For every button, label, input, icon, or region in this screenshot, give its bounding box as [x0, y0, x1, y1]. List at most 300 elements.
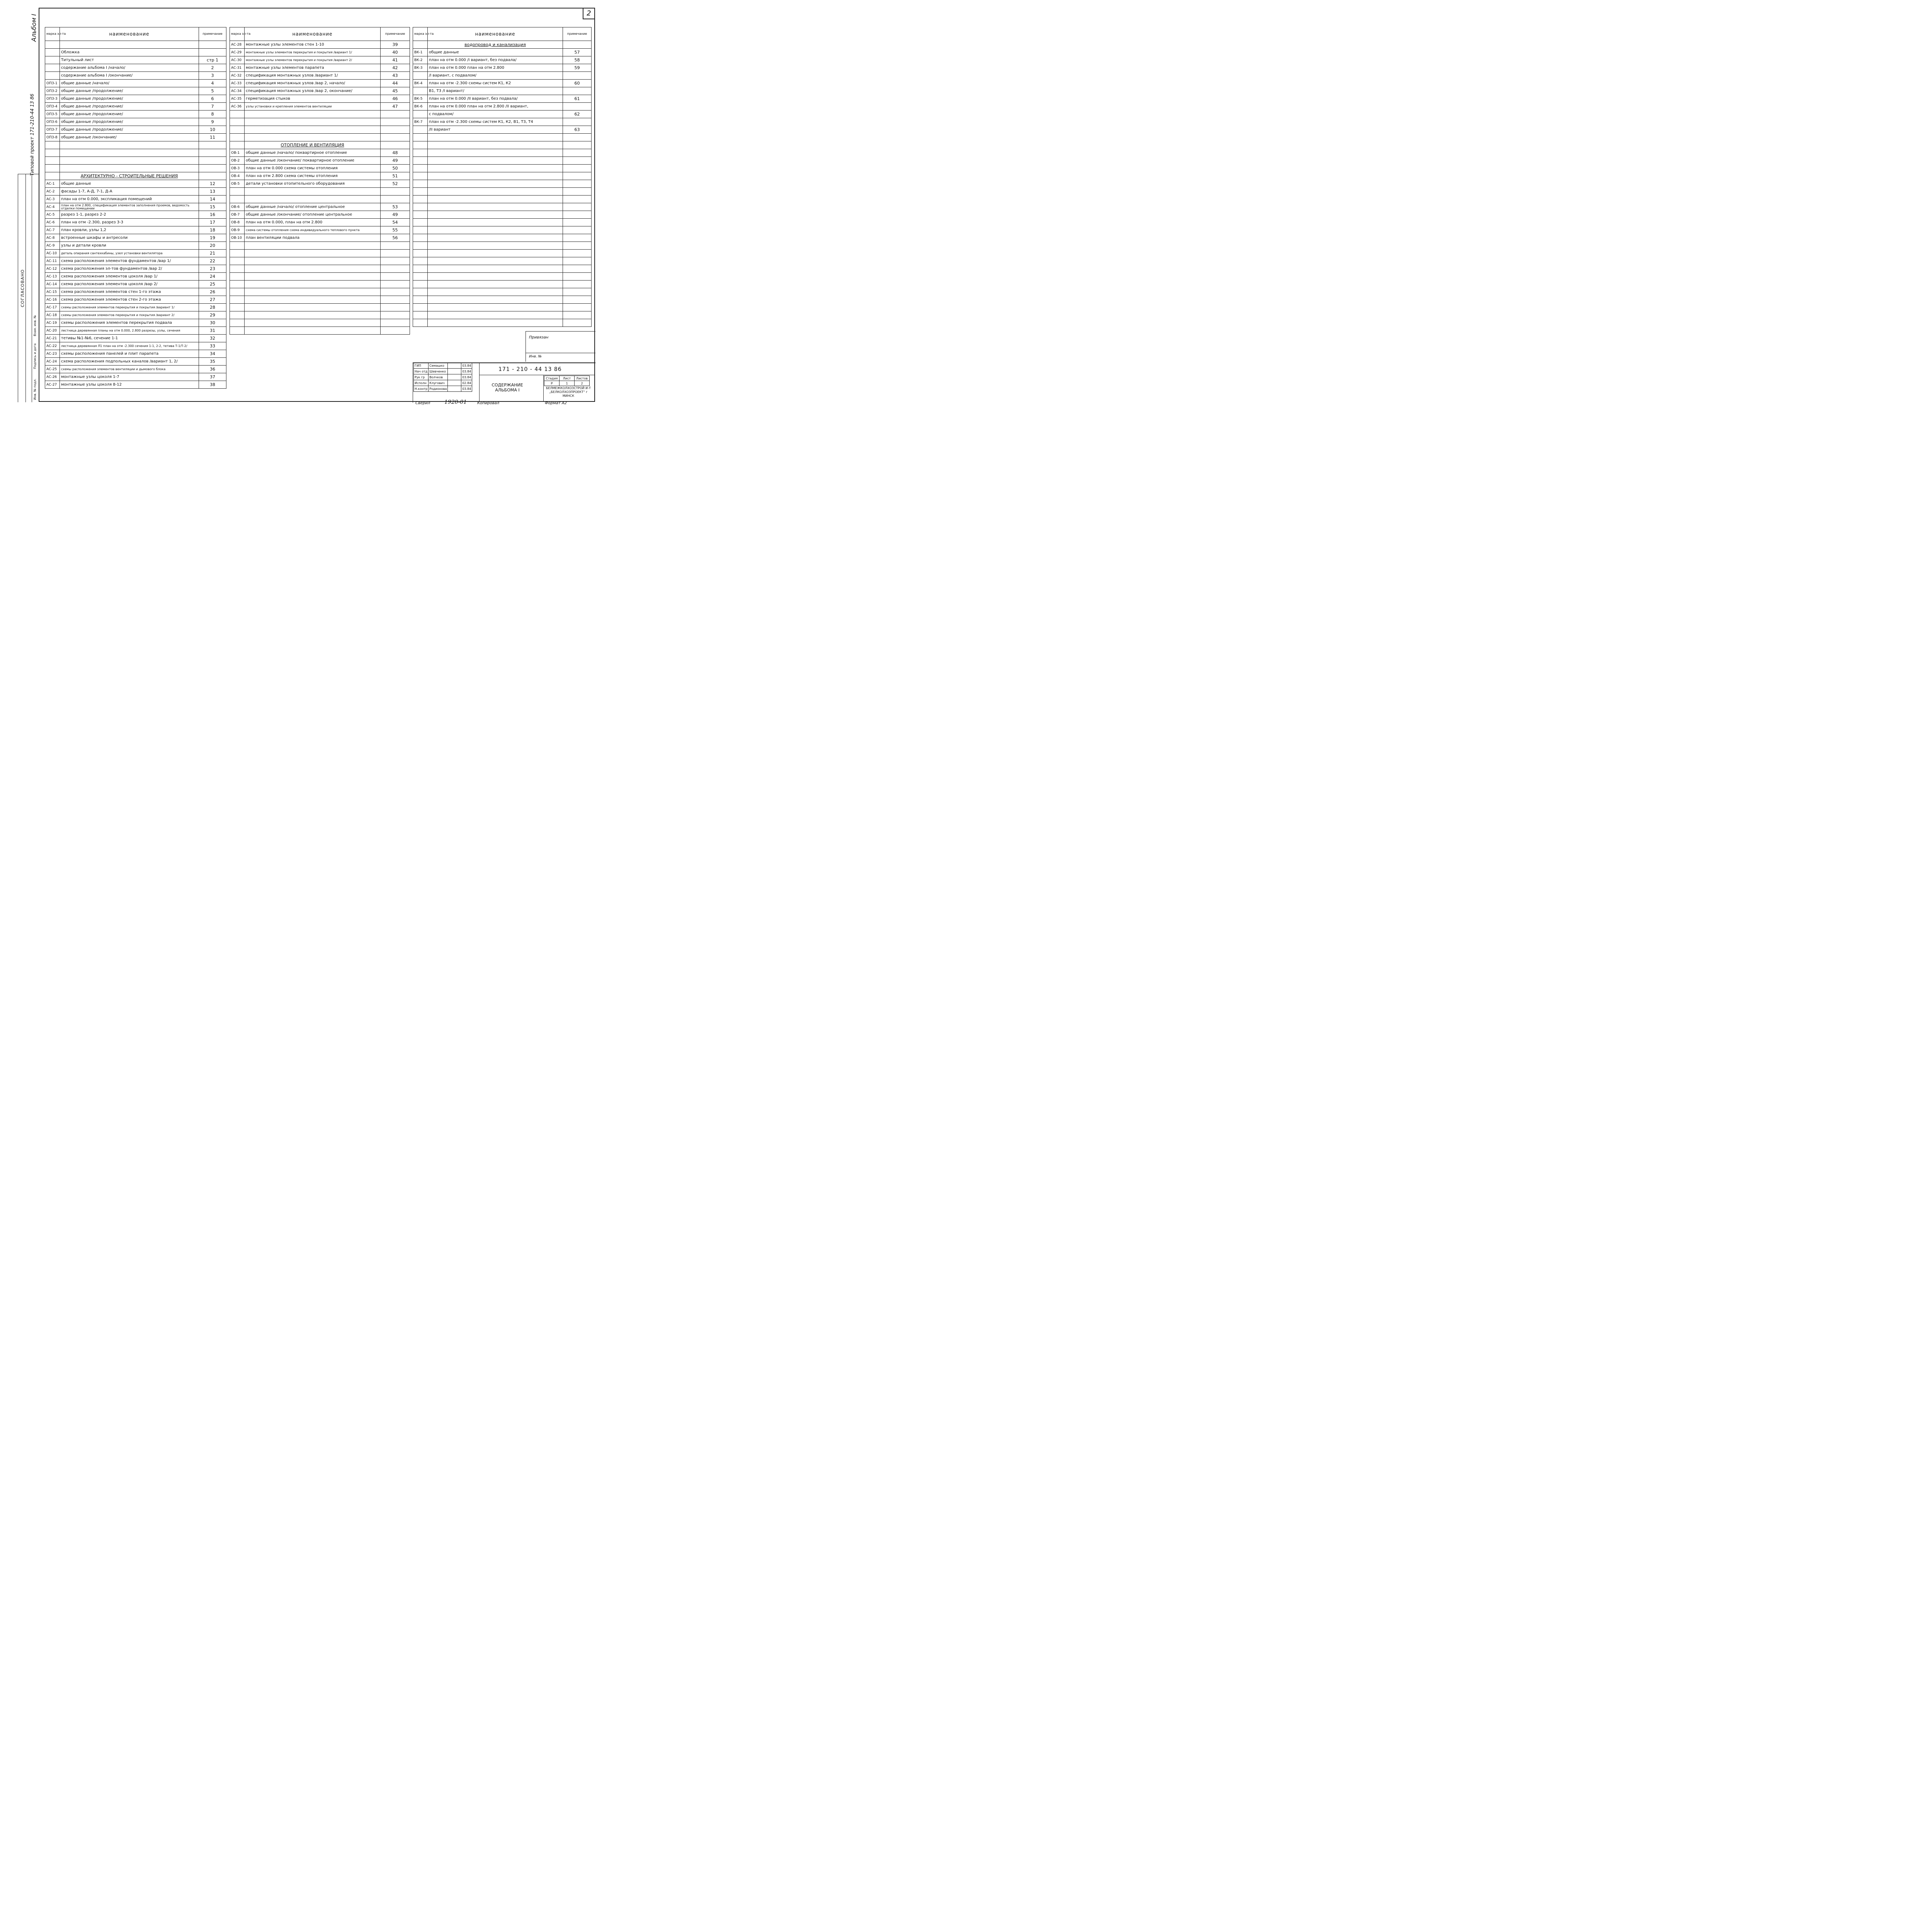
empty-cell [428, 257, 563, 265]
note-cell: 31 [199, 327, 226, 335]
mark-cell: ОПЗ-2 [45, 87, 60, 95]
table-row [413, 149, 592, 157]
table-row [413, 157, 592, 165]
mark-cell: АС-24 [45, 358, 60, 366]
header-name: наименование [428, 27, 563, 41]
table-row [45, 141, 226, 149]
sheet-number: 2 [583, 9, 594, 19]
name-cell: герметизация стыков [245, 95, 381, 103]
name-cell: содержание альбома I /начало/ [60, 64, 199, 72]
table-row [45, 41, 226, 49]
note-cell: 16 [199, 211, 226, 219]
mark-cell [413, 126, 428, 134]
empty-cell [413, 188, 428, 196]
table-row [413, 281, 592, 288]
table-row [45, 134, 226, 141]
signature-date: 03.84 [461, 369, 472, 374]
mark-cell: АС-4 [45, 203, 60, 211]
empty-cell [563, 219, 592, 226]
table-row [45, 196, 226, 203]
empty-cell [428, 172, 563, 180]
mark-cell: ОПЗ-4 [45, 103, 60, 111]
name-cell [245, 118, 381, 126]
stage-table [544, 376, 590, 386]
copied-label: Копировал [477, 401, 500, 405]
note-cell [199, 49, 226, 56]
note-cell: 40 [381, 49, 410, 56]
mark-cell: ОПЗ-1 [45, 80, 60, 87]
mark-cell [230, 250, 245, 257]
table-row [413, 41, 592, 49]
note-cell: 3 [199, 72, 226, 80]
note-cell: 56 [381, 234, 410, 242]
table-row [230, 157, 410, 165]
mark-cell [45, 41, 60, 49]
empty-cell [413, 172, 428, 180]
title-block-line [479, 362, 480, 402]
name-cell [60, 165, 199, 172]
table-row [413, 103, 592, 111]
note-cell [381, 242, 410, 250]
name-cell [245, 265, 381, 273]
name-cell: схемы расположения элементов перекрытия подвала [60, 319, 199, 327]
table-row [230, 72, 410, 80]
order-number: 1920-01 [444, 399, 467, 405]
mark-cell [45, 165, 60, 172]
table-row [45, 226, 226, 234]
empty-cell [413, 234, 428, 242]
table-row [413, 141, 592, 149]
name-cell: план на отм 0.000 план на отм 2.800 [428, 64, 563, 72]
header-note: примечание [381, 27, 410, 41]
mark-cell: ОВ-4 [230, 172, 245, 180]
empty-cell [428, 180, 563, 188]
mark-cell: АС-5 [45, 211, 60, 219]
note-cell [381, 111, 410, 118]
mark-cell: ОПЗ-5 [45, 111, 60, 118]
mark-cell [230, 242, 245, 250]
table-row [230, 80, 410, 87]
name-cell: общие данные /окончание/ поквартирное отопление [245, 157, 381, 165]
note-cell [381, 188, 410, 196]
name-cell: план на отм 2.800, спецификация элементов заполнения проемов, ведомость отделки помещении [60, 203, 199, 211]
signature-row [414, 386, 472, 392]
sheet-header: Лист [560, 376, 575, 381]
table-row [45, 64, 226, 72]
table-row [45, 373, 226, 381]
empty-cell [563, 288, 592, 296]
mark-cell: АС-33 [230, 80, 245, 87]
empty-cell [413, 304, 428, 311]
table-row [413, 126, 592, 134]
sheets-header: Листов [575, 376, 590, 381]
table-row [413, 273, 592, 281]
table-row [45, 304, 226, 311]
name-cell [245, 281, 381, 288]
name-cell [245, 242, 381, 250]
empty-cell [563, 250, 592, 257]
table-row [413, 111, 592, 118]
note-cell: 9 [199, 118, 226, 126]
table-row [413, 196, 592, 203]
signature-date: 02.84 [461, 380, 472, 386]
mark-cell: ОПЗ-3 [45, 95, 60, 103]
signature-mark [448, 369, 461, 374]
table-row [413, 134, 592, 141]
table-row [413, 118, 592, 126]
note-cell [563, 41, 592, 49]
empty-cell [428, 304, 563, 311]
table-row [413, 49, 592, 56]
mark-cell [230, 188, 245, 196]
mark-cell [45, 149, 60, 157]
note-cell: 43 [381, 72, 410, 80]
table-row [230, 296, 410, 304]
empty-cell [563, 203, 592, 211]
note-cell [381, 319, 410, 327]
header-note: примечание [563, 27, 592, 41]
empty-cell [563, 311, 592, 319]
header-name: наименование [245, 27, 381, 41]
mark-cell: ОВ-10 [230, 234, 245, 242]
note-cell: 11 [199, 134, 226, 141]
empty-cell [563, 265, 592, 273]
name-cell: общие данные /начало/ отопление центральное [245, 203, 381, 211]
table-row [45, 296, 226, 304]
note-cell: 60 [563, 80, 592, 87]
empty-cell [563, 196, 592, 203]
document-code: 171 - 210 - 44 13 86 [498, 366, 562, 372]
mark-cell: ОВ-8 [230, 219, 245, 226]
format-label: Формат А2 [545, 401, 567, 405]
note-cell: 4 [199, 80, 226, 87]
table-row [45, 350, 226, 358]
mark-cell: АС-25 [45, 366, 60, 373]
name-cell: схема расположения эл-тов фундаментов /вар 2/ [60, 265, 199, 273]
empty-cell [428, 319, 563, 327]
mark-cell [230, 257, 245, 265]
name-cell: общие данные /продолжение/ [60, 111, 199, 118]
note-cell: 12 [199, 180, 226, 188]
mark-cell: АС-30 [230, 56, 245, 64]
header-mark: марка эл-та [413, 27, 428, 41]
note-cell [381, 281, 410, 288]
table-row [230, 327, 410, 335]
note-cell [381, 311, 410, 319]
note-cell [381, 296, 410, 304]
mark-cell: ОПЗ-8 [45, 134, 60, 141]
mark-cell: АС-29 [230, 49, 245, 56]
note-cell: 36 [199, 366, 226, 373]
note-cell: 23 [199, 265, 226, 273]
mark-cell: ВК-6 [413, 103, 428, 111]
table-row [230, 242, 410, 250]
note-cell: 41 [381, 56, 410, 64]
note-cell: 59 [563, 64, 592, 72]
empty-cell [428, 234, 563, 242]
mark-cell: АС-19 [45, 319, 60, 327]
table-row [45, 342, 226, 350]
mark-cell: ОВ-6 [230, 203, 245, 211]
signature-row [414, 374, 472, 380]
mark-cell [45, 56, 60, 64]
table-row [45, 126, 226, 134]
table-row [230, 49, 410, 56]
table-row [230, 211, 410, 219]
name-cell: деталь опирания сантехкабины, узел установки вентилятора [60, 250, 199, 257]
empty-cell [428, 157, 563, 165]
table-row [45, 103, 226, 111]
mark-cell [45, 141, 60, 149]
name-cell: общие данные /начало/ [60, 80, 199, 87]
signature-mark [448, 363, 461, 369]
note-cell: 30 [199, 319, 226, 327]
mark-cell [230, 118, 245, 126]
table-row [230, 203, 410, 211]
note-cell: 33 [199, 342, 226, 350]
note-cell: 22 [199, 257, 226, 265]
mark-cell: АС-7 [45, 226, 60, 234]
signature-name: Клугович [429, 380, 448, 386]
name-cell [245, 319, 381, 327]
note-cell: 25 [199, 281, 226, 288]
empty-cell [563, 134, 592, 141]
mark-cell [413, 41, 428, 49]
table-row [230, 188, 410, 196]
table-row [45, 49, 226, 56]
name-cell: общие данные /продолжение/ [60, 95, 199, 103]
signature-row [414, 363, 472, 369]
signature-row [414, 369, 472, 374]
name-cell: лестница деревянная Л1 план на отм -2.300 сечения 1-1, 2-2, тетива Т-1/Т-2/ [60, 342, 199, 350]
name-cell: узлы и детали кровли [60, 242, 199, 250]
table-row [45, 87, 226, 95]
mark-cell [230, 273, 245, 281]
name-cell: план на отм -2.300 схемы систем К1, К2, В1, Т3, Т4 [428, 118, 563, 126]
note-cell: 10 [199, 126, 226, 134]
empty-cell [413, 242, 428, 250]
note-cell: 46 [381, 95, 410, 103]
name-cell [245, 111, 381, 118]
table-row [413, 319, 592, 327]
table-row [413, 211, 592, 219]
strip-label: Взам. инв. № [33, 315, 37, 336]
empty-cell [413, 296, 428, 304]
mark-cell: ВК-7 [413, 118, 428, 126]
table-row [413, 95, 592, 103]
signature-date: 03.84 [461, 374, 472, 380]
name-cell: общие данные [60, 180, 199, 188]
empty-cell [413, 165, 428, 172]
empty-cell [428, 165, 563, 172]
note-cell [563, 103, 592, 111]
mark-cell: АС-11 [45, 257, 60, 265]
note-cell: 34 [199, 350, 226, 358]
note-cell [563, 118, 592, 126]
name-cell: фасады 1-7, А-Д, 7-1, Д-А [60, 188, 199, 196]
name-cell: встроенные шкафы и антресоли [60, 234, 199, 242]
stage-value: Р [544, 381, 560, 386]
sheets-value: 2 [575, 381, 590, 386]
table-row [45, 381, 226, 389]
index-table-2 [230, 27, 410, 335]
note-cell: 39 [381, 41, 410, 49]
mark-cell [45, 64, 60, 72]
empty-cell [428, 141, 563, 149]
note-cell: 55 [381, 226, 410, 234]
name-cell: содержание альбома I /окончание/ [60, 72, 199, 80]
name-cell: детали установки отопительного оборудования [245, 180, 381, 188]
name-cell: общие данные /начало/ поквартирное отопление [245, 149, 381, 157]
signature-mark [448, 374, 461, 380]
table-row [45, 319, 226, 327]
empty-cell [563, 180, 592, 188]
note-cell: 21 [199, 250, 226, 257]
name-cell: план кровли, узлы 1,2 [60, 226, 199, 234]
note-cell: 45 [381, 87, 410, 95]
table-row [413, 165, 592, 172]
mark-cell [230, 281, 245, 288]
signature-mark [448, 386, 461, 392]
table-row [230, 234, 410, 242]
note-cell: 37 [199, 373, 226, 381]
mark-cell: АС-2 [45, 188, 60, 196]
name-cell [245, 288, 381, 296]
table-row [230, 196, 410, 203]
name-cell: монтажные узлы элементов перекрытия и покрытия /вариант 2/ [245, 56, 381, 64]
note-cell: 44 [381, 80, 410, 87]
table-row [45, 288, 226, 296]
table-row [413, 80, 592, 87]
note-cell: 26 [199, 288, 226, 296]
name-cell: общие данные /окончание/ отопление центральное [245, 211, 381, 219]
name-cell: план на отм 0.000, план на отм 2.800 [245, 219, 381, 226]
name-cell: Титульный лист [60, 56, 199, 64]
project-label: Типовой проект 171-210-44 13 86 [29, 94, 35, 176]
table-row [413, 226, 592, 234]
signatures-table [413, 362, 472, 392]
name-cell: АРХИТЕКТУРНО - СТРОИТЕЛЬНЫЕ РЕШЕНИЯ [60, 172, 199, 180]
mark-cell: ОПЗ-6 [45, 118, 60, 126]
empty-cell [413, 311, 428, 319]
mark-cell [413, 87, 428, 95]
table-row [230, 141, 410, 149]
table-row [45, 95, 226, 103]
empty-cell [413, 226, 428, 234]
empty-cell [428, 311, 563, 319]
note-cell [381, 141, 410, 149]
mark-cell: АС-31 [230, 64, 245, 72]
empty-cell [563, 188, 592, 196]
name-cell: схема системы отопления схема индивидуального теплового пункта [245, 226, 381, 234]
empty-cell [563, 304, 592, 311]
table-row [413, 56, 592, 64]
note-cell [381, 250, 410, 257]
table-row [45, 250, 226, 257]
table-row [413, 234, 592, 242]
empty-cell [563, 172, 592, 180]
note-cell: 35 [199, 358, 226, 366]
mark-cell: АС-28 [230, 41, 245, 49]
mark-cell [230, 141, 245, 149]
note-cell: 32 [199, 335, 226, 342]
name-cell: план на отм -2.300 схемы систем К1, К2 [428, 80, 563, 87]
note-cell: 20 [199, 242, 226, 250]
table-row [45, 358, 226, 366]
mark-cell [413, 72, 428, 80]
name-cell: с подвалом/ [428, 111, 563, 118]
mark-cell: АС-15 [45, 288, 60, 296]
header-mark: марка эл-та [230, 27, 245, 41]
mark-cell: АС-18 [45, 311, 60, 319]
name-cell: ОТОПЛЕНИЕ И ВЕНТИЛЯЦИЯ [245, 141, 381, 149]
empty-cell [563, 226, 592, 234]
mark-cell: АС-12 [45, 265, 60, 273]
name-cell [245, 304, 381, 311]
name-cell: общие данные /продолжение/ [60, 87, 199, 95]
name-cell: схемы расположения элементов перекрытия и покрытия /вариант 2/ [60, 311, 199, 319]
table-row [413, 242, 592, 250]
empty-cell [563, 211, 592, 219]
empty-cell [563, 281, 592, 288]
note-cell [381, 273, 410, 281]
mark-cell [45, 157, 60, 165]
mark-cell: АС-35 [230, 95, 245, 103]
table-row [230, 149, 410, 157]
drawing-sheet [0, 0, 606, 430]
name-cell: тетивы №1-№6, сечение 1-1 [60, 335, 199, 342]
header-name: наименование [60, 27, 199, 41]
table-row [413, 296, 592, 304]
name-cell: водопровод и канализация [428, 41, 563, 49]
name-cell: схемы расположения панелей и плит парапета [60, 350, 199, 358]
empty-cell [413, 203, 428, 211]
note-cell: 28 [199, 304, 226, 311]
table-row [45, 219, 226, 226]
mark-cell [230, 304, 245, 311]
note-cell [199, 172, 226, 180]
note-cell [381, 265, 410, 273]
empty-cell [428, 273, 563, 281]
note-cell [381, 327, 410, 335]
table-row [413, 87, 592, 95]
mark-cell: ВК-3 [413, 64, 428, 72]
table-row [230, 56, 410, 64]
empty-cell [563, 157, 592, 165]
table-row [45, 242, 226, 250]
table-row [413, 219, 592, 226]
document-title: СОДЕРЖАНИЕ АЛЬБОМА I [492, 383, 523, 393]
signature-mark [448, 380, 461, 386]
note-cell [381, 288, 410, 296]
table-row [413, 288, 592, 296]
note-cell: 49 [381, 157, 410, 165]
name-cell [245, 273, 381, 281]
note-cell [381, 257, 410, 265]
note-cell: 42 [381, 64, 410, 72]
note-cell: 29 [199, 311, 226, 319]
mark-cell [230, 134, 245, 141]
table-row [45, 188, 226, 196]
mark-cell: АС-14 [45, 281, 60, 288]
name-cell: общие данные /продолжение/ [60, 103, 199, 111]
signature-date: 03.84 [461, 386, 472, 392]
signature-name: Шевченко [429, 369, 448, 374]
table-row [230, 180, 410, 188]
name-cell: монтажные узлы элементов парапета [245, 64, 381, 72]
mark-cell [230, 296, 245, 304]
note-cell: 18 [199, 226, 226, 234]
